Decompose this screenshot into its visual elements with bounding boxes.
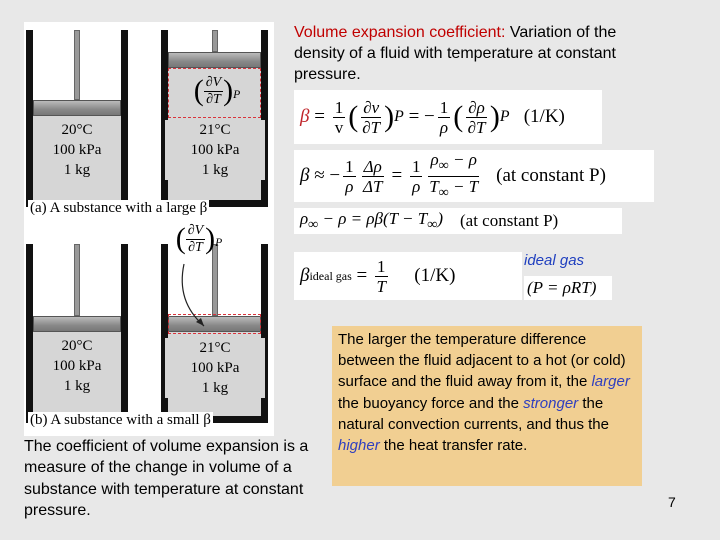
page-number: 7 bbox=[668, 494, 676, 510]
note-emphasis: higher bbox=[338, 437, 380, 455]
heading-accent: Volume expansion coefficient: bbox=[294, 24, 506, 41]
pressure-label: 100 kPa bbox=[190, 142, 240, 158]
volume-derivative: ( $\frac{\partial V}{\partial T}$ )$_P$ bbox=[175, 222, 223, 255]
eq2-condition: (at constant P) bbox=[496, 165, 606, 186]
equation-beta-approx: β ≈ − 1 ρ Δρ ΔT = 1 ρ $\rho_\infty - \rho$ $T_\infty - T$ (at constant P) bbox=[294, 150, 654, 202]
state-left-b bbox=[27, 336, 127, 396]
eq1-units: (1/K) bbox=[523, 106, 565, 127]
expansion-explanation: The coefficient of volume expansion is a measure of the change in volume of a substance with temperature at constant pressure. bbox=[24, 438, 309, 520]
slide-heading bbox=[294, 22, 664, 85]
derivative-sub: P bbox=[233, 88, 241, 102]
volume-derivative: ( $\frac{\partial V}{\partial T}$ )$_P$ bbox=[193, 74, 241, 107]
temperature-label: 21°C bbox=[199, 122, 231, 138]
curved-arrow-icon bbox=[174, 262, 214, 332]
note-text: the natural convection currents, and thus the bbox=[338, 394, 609, 433]
pressure-label: 100 kPa bbox=[52, 358, 102, 374]
state-right-a bbox=[165, 120, 265, 180]
mass-label: 1 kg bbox=[63, 162, 91, 178]
mass-label: 1 kg bbox=[201, 162, 229, 178]
equation-beta-definition: β = 1 v ( ∂v ∂T ) P = − 1 ρ ( ∂ρ ∂T ) P (1/K) bbox=[294, 90, 602, 144]
derivative-num: ∂V bbox=[205, 74, 222, 90]
piston bbox=[33, 316, 121, 332]
heading-text: Variation of the density of a fluid with temperature at constant pressure. bbox=[294, 24, 617, 83]
equation-density-difference: $\rho_\infty - \rho = \rho\beta(T - T_\infty)$ (at constant P) bbox=[294, 208, 622, 234]
note-text: The larger the temperature difference between the fluid adjacent to a hot (or cold) surface and the fluid away from it, the bbox=[338, 331, 626, 391]
derivative-num: ∂V bbox=[187, 222, 204, 238]
eq5-text: (P = ρRT) bbox=[527, 278, 597, 297]
ideal-gas-label: ideal gas bbox=[524, 252, 585, 269]
piston-rod bbox=[212, 30, 218, 52]
eq4-units: (1/K) bbox=[414, 265, 456, 286]
state-left-a bbox=[27, 120, 127, 180]
natural-convection-note bbox=[332, 326, 642, 486]
caption-b: (b) A substance with a small β bbox=[30, 412, 211, 428]
temperature-label: 20°C bbox=[61, 122, 93, 138]
equation-ideal-gas-law bbox=[524, 276, 612, 300]
pressure-label: 100 kPa bbox=[52, 142, 102, 158]
derivative-den: ∂T bbox=[188, 239, 203, 255]
note-emphasis: larger bbox=[591, 373, 630, 391]
derivative-den: ∂T bbox=[206, 91, 221, 107]
piston bbox=[33, 100, 121, 116]
temperature-label: 21°C bbox=[199, 340, 231, 356]
piston-rod bbox=[74, 244, 80, 316]
note-text: the buoyancy force and the bbox=[338, 394, 524, 412]
piston bbox=[168, 52, 261, 68]
pressure-label: 100 kPa bbox=[190, 360, 240, 376]
derivative-sub: P bbox=[215, 236, 223, 250]
note-emphasis: stronger bbox=[523, 394, 579, 412]
temperature-label: 20°C bbox=[61, 338, 93, 354]
mass-label: 1 kg bbox=[201, 380, 229, 396]
mass-label: 1 kg bbox=[63, 378, 91, 394]
caption-a: (a) A substance with a large β bbox=[30, 200, 208, 216]
eq3-condition: (at constant P) bbox=[460, 211, 559, 230]
piston-rod bbox=[74, 30, 80, 100]
note-text: the heat transfer rate. bbox=[379, 437, 528, 455]
expansion-figure bbox=[24, 22, 274, 436]
state-right-b bbox=[165, 338, 265, 398]
equation-beta-ideal-gas: β ideal gas = 1 T (1/K) bbox=[294, 252, 522, 300]
